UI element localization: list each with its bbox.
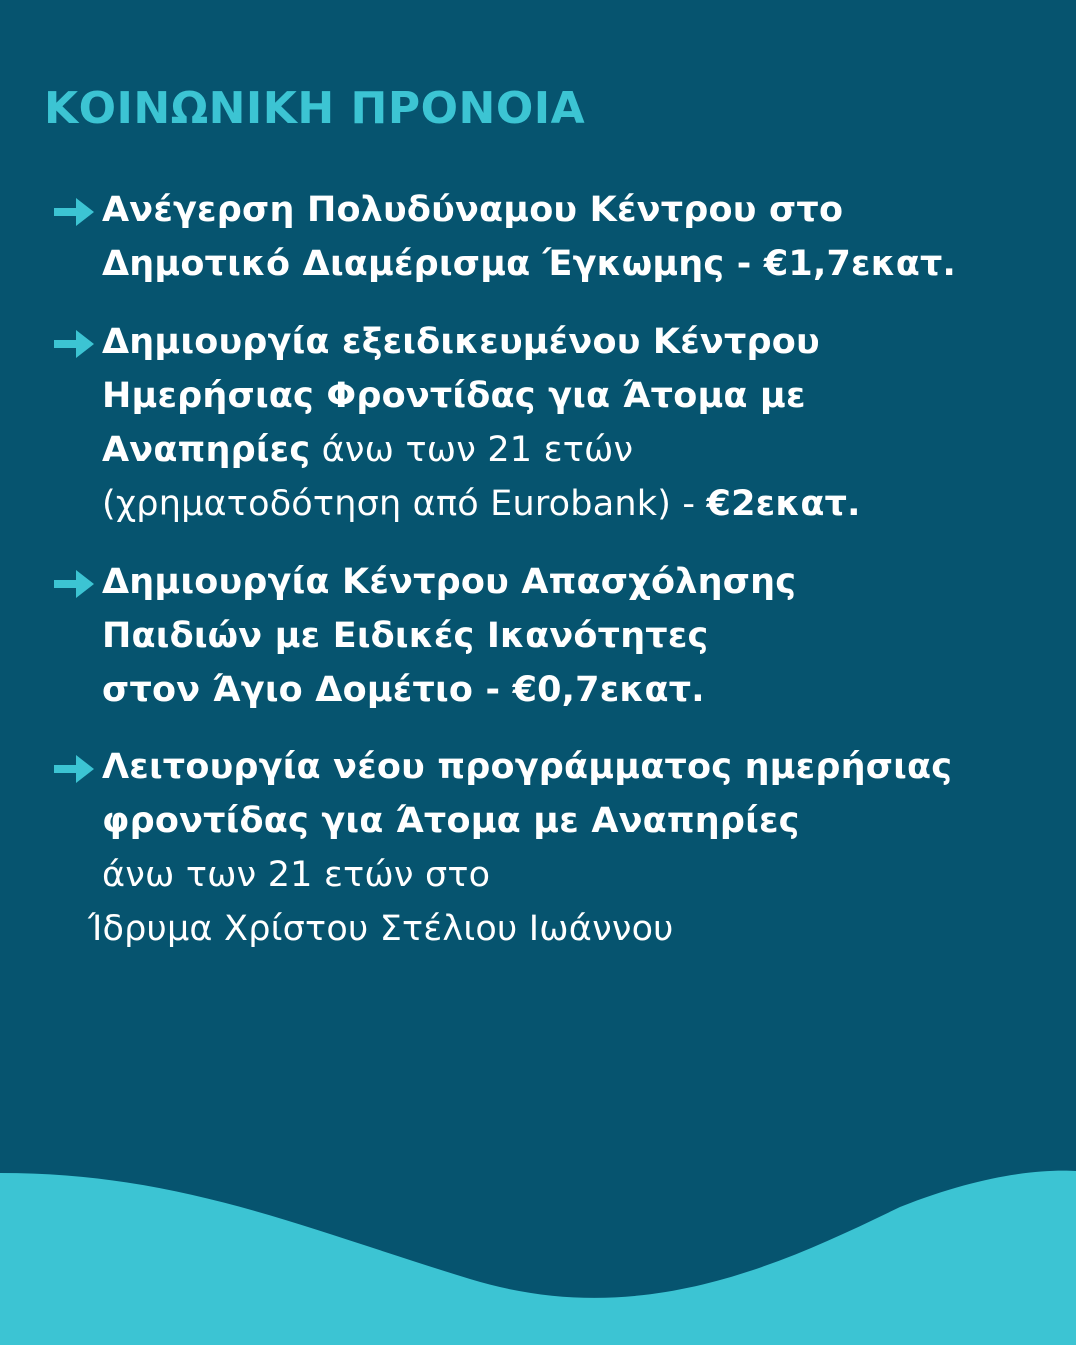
list-item-line: Λειτουργία νέου προγράμματος ημερήσιας: [102, 747, 953, 787]
arrow-right-icon: [52, 327, 96, 361]
list-item-line: Δημιουργία εξειδικευμένου Κέντρου: [102, 322, 820, 362]
list-item-line: [102, 423, 1042, 477]
list-item: [52, 555, 1042, 717]
list-item-bold-text: Αναπηρίες: [102, 430, 311, 470]
list-item-line: [102, 477, 1042, 531]
list-item-text: [102, 183, 1042, 291]
list-item-text: [88, 740, 1042, 956]
list-item-bold-text: €2εκατ.: [706, 484, 861, 524]
list-item-line: άνω των 21 ετών στο: [102, 855, 491, 895]
list-item-line: Ανέγερση Πολυδύναμου Κέντρου στο: [102, 190, 844, 230]
list-item-line: Παιδιών με Ειδικές Ικανότητες: [102, 616, 709, 656]
page-title: ΚΟΙΝΩΝΙΚΗ ΠΡΟΝΟΙΑ: [44, 83, 586, 134]
list-item: [52, 740, 1042, 956]
list-item: [52, 183, 1042, 291]
list-item-regular-text: άνω των 21 ετών: [310, 430, 634, 470]
arrow-right-icon: [52, 195, 96, 229]
list-item-text: [102, 555, 1042, 717]
arrow-right-icon: [52, 567, 96, 601]
decorative-wave: [0, 1165, 1076, 1345]
list-item-text: [102, 315, 1042, 531]
list-item: [52, 315, 1042, 531]
list-item-line: Δημιουργία Κέντρου Απασχόλησης: [102, 562, 797, 602]
list-item-line: φροντίδας για Άτομα με Αναπηρίες: [102, 801, 800, 841]
list-item-regular-text: (χρηματοδότηση από Eurobank) -: [102, 484, 707, 524]
list-item-line: Ημερήσιας Φροντίδας για Άτομα με: [102, 376, 806, 416]
arrow-right-icon: [52, 752, 96, 786]
list-item-line: Δημοτικό Διαμέρισμα Έγκωμης - €1,7εκατ.: [102, 244, 957, 284]
list-item-line: Ίδρυμα Χρίστου Στέλιου Ιωάννου: [88, 909, 674, 949]
list-item-line: στον Άγιο Δομέτιο - €0,7εκατ.: [102, 670, 705, 710]
